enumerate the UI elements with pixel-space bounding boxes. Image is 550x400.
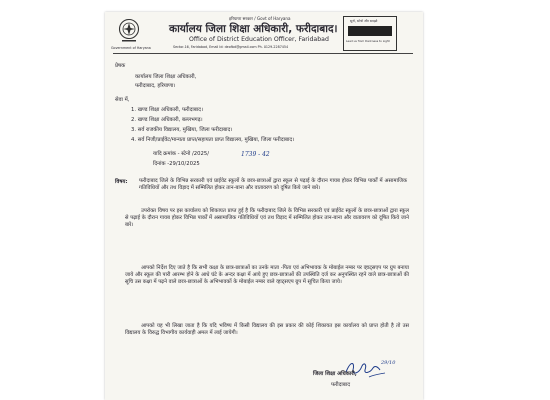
from-label: प्रेषक xyxy=(115,63,126,69)
subject-label: विषय: xyxy=(115,179,128,185)
govt-line: हरियाणा सरकार / Govt of Haryana xyxy=(229,16,291,21)
office-address: Sector-16, Faridabad, Email Id: deofbd@gmail.com Ph. 0129-2287454 xyxy=(173,45,289,49)
header-rule xyxy=(113,53,413,54)
from-line: कार्यालय जिला शिक्षा अधिकारी, xyxy=(135,74,197,80)
office-title-english: Office of District Education Officer, Faridabad xyxy=(189,36,329,43)
department-logo xyxy=(343,16,397,51)
emblem-caption: Government of Haryana xyxy=(111,46,151,50)
haryana-emblem-icon xyxy=(117,18,141,45)
body-paragraph-1: उपरोक्त विषय पर इस कार्यालय को शिकायत प्राप्त हुई है कि फरीदाबाद जिले के विभिन्न सरकारी एवं प्राईवेट स्कूलों के छात्र-छात्राओं द्वारा स्कूल से पढ़ाई के दौरान गायब होकर विभिन्न पार्कों में असामाजिक गतिविधियों एवं तथ विड़ाद में सम्मिलित होकर तान-बाना और वातावरण को दूषित किये जाने बारे। xyxy=(125,208,409,229)
to-label: सेवा में, xyxy=(115,97,130,103)
recipient-item: 1. खण्ड शिक्षा अधिकारी, फरीदाबाद। xyxy=(131,107,203,113)
logo-banner xyxy=(348,26,392,36)
signatory-designation: जिला शिक्षा अधिकारी, xyxy=(313,371,357,377)
body-paragraph-2: आपको निर्देश दिए जाते है कि सभी कक्षा के छात्र-छात्राओं का उनके माता -पिता एवं अभिभावक के मोबाईल नम्बर पर व्हाट्सएप पर ग्रुप बनाया जाये और स्कूल की पारी आरम्भ होने के आधे घंटे के अन्दर कक्षा में आये हुए छात्र-छात्राओं की उपस्थिति दर्ज कर अनुपस्थित रहने वाले छात्र-छात्राओं की सूचि उस कक्षा में पढ़ने वाले छात्र-छात्राओं के अभिभावकों के मोबाईल नम्बर वाले व्हाट्सएप ग्रुप में सूचित किया जाये। xyxy=(125,265,409,286)
memo-number-handwritten: 1739 - 42 xyxy=(241,151,270,158)
signatory-place: फरीदाबाद xyxy=(331,382,351,388)
memo-number-label: यादि क्रमांक - स्टेनो /2025/ xyxy=(153,151,210,157)
right-logo-caption: Lead us from Darkness to Light xyxy=(346,39,390,43)
office-title-hindi: कार्यालय जिला शिक्षा अधिकारी, फरीदाबाद। xyxy=(169,23,338,35)
right-logo-top-text: सुनो, सोचो और समझो xyxy=(350,19,378,23)
memo-date: दिनांक -29/10/2025 xyxy=(153,161,200,167)
subject-text: फरीदाबाद जिले के विभिन्न सरकारी एवं प्राईवेट स्कूलों के छात्र-छात्राओं द्वारा स्कूल से पढ़ाई के दौरान गायब होकर विभिन्न पार्कों में असामाजिक गतिविधियों और तथ विड़ाद में सम्मिलित होकर तान-बाना और वातावरण को दूषित किये जाने बारे। xyxy=(139,178,407,192)
letter-page xyxy=(105,12,423,400)
signature-date: 29/10 xyxy=(381,360,396,366)
from-line: फरीदाबाद, हरियाणा। xyxy=(135,83,176,89)
body-paragraph-3: आपको यह भी लिखा जाता है कि यदि भविष्य में किसी विद्यालय की इस प्रकार की कोई शिकायत इस कार्यालय को प्राप्त होती है तो उस विद्यालय के विरुद्ध विभागीय कार्यवाही अमल में लाई जायेगी। xyxy=(125,323,409,337)
recipient-item: 3. सर्व राजकीय विद्यालय, मुखिया, जिला फरीदाबाद। xyxy=(131,127,233,133)
recipient-item: 2. खण्ड शिक्षा अधिकारी, बल्लभगढ़। xyxy=(131,117,203,123)
recipient-item: 4. सर्व निजी/प्राईवेट/मान्यता प्राप्त/सहायता प्राप्त विद्यालय, मुखिया, जिला फरीदाबाद। xyxy=(131,137,295,143)
